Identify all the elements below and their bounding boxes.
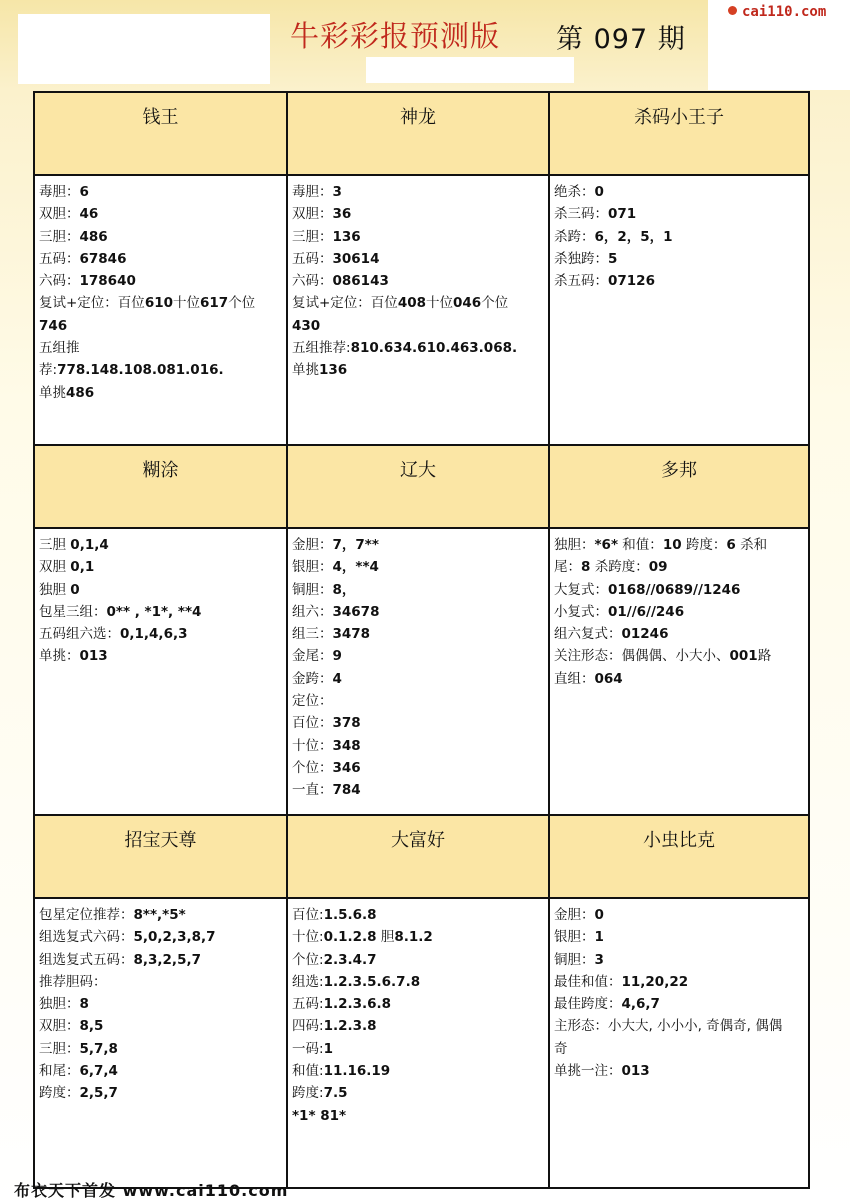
blank-panel-left bbox=[18, 14, 270, 84]
line-label: 一直： bbox=[292, 782, 333, 799]
line-label: 铜胆： bbox=[292, 581, 333, 598]
blank-panel-center bbox=[366, 57, 574, 83]
prediction-line bbox=[39, 382, 282, 404]
prediction-line bbox=[39, 315, 282, 337]
line-label: 复试+定位：百位 bbox=[292, 295, 398, 312]
prediction-line bbox=[292, 779, 544, 801]
line-value: 610 bbox=[144, 295, 173, 312]
line-value: 3 bbox=[332, 184, 342, 200]
prediction-line bbox=[39, 292, 282, 314]
line-label: 独胆： bbox=[554, 537, 595, 553]
line-value: 486 bbox=[66, 384, 95, 401]
prediction-line bbox=[39, 623, 282, 645]
line-value: 617 bbox=[200, 295, 229, 312]
prediction-line bbox=[292, 1060, 544, 1082]
prediction-line bbox=[39, 270, 282, 292]
prediction-line bbox=[39, 181, 282, 203]
line-value: 6 bbox=[79, 184, 89, 200]
line-value: 36 bbox=[332, 206, 352, 223]
line-label: 独胆 bbox=[39, 581, 71, 598]
prediction-line bbox=[39, 993, 282, 1015]
line-label: 十位 bbox=[426, 295, 453, 312]
line-value: 1.2.3.8 bbox=[323, 1018, 377, 1035]
line-value: 8 bbox=[79, 996, 89, 1013]
line-value: 5 bbox=[608, 250, 618, 267]
line-value: 136 bbox=[319, 362, 348, 379]
line-value: 8,3,2,5,7 bbox=[133, 951, 201, 968]
prediction-line bbox=[554, 534, 804, 556]
prediction-line bbox=[292, 292, 544, 314]
line-value: 3 bbox=[594, 951, 604, 968]
line-label: 杀跨： bbox=[554, 228, 595, 245]
prediction-line bbox=[554, 270, 804, 292]
line-label: 组六： bbox=[292, 603, 333, 620]
prediction-line bbox=[39, 601, 282, 623]
line-label: 三胆 bbox=[39, 537, 71, 553]
line-label: 单挑： bbox=[39, 648, 80, 665]
prediction-line bbox=[292, 1105, 544, 1127]
line-label: 荐: bbox=[39, 362, 58, 379]
prediction-line bbox=[39, 1082, 282, 1104]
line-value: 810.634.610.463.068. bbox=[350, 340, 518, 357]
line-value: 1 bbox=[323, 1040, 333, 1057]
prediction-line bbox=[554, 645, 804, 667]
line-value: 0** , *1*, **4 bbox=[106, 603, 202, 620]
prediction-line bbox=[292, 668, 544, 690]
line-label: 独胆： bbox=[39, 996, 80, 1013]
line-value: 5,0,2,3,8,7 bbox=[133, 929, 216, 946]
prediction-line bbox=[292, 337, 544, 359]
line-value: 408 bbox=[397, 295, 426, 312]
prediction-line bbox=[39, 203, 282, 225]
prediction-line bbox=[292, 1015, 544, 1037]
line-value: 7.5 bbox=[323, 1085, 348, 1102]
prediction-line bbox=[292, 248, 544, 270]
prediction-line bbox=[292, 949, 544, 971]
cell-header: 神龙 bbox=[288, 93, 550, 176]
line-label: 四码: bbox=[292, 1018, 324, 1035]
line-label: 路 bbox=[757, 648, 772, 665]
prediction-line bbox=[292, 690, 544, 712]
line-value: *6* bbox=[594, 537, 619, 553]
line-value: 0.1.2.8 bbox=[323, 929, 377, 946]
line-label: 个位 bbox=[228, 295, 256, 312]
prediction-line bbox=[554, 668, 804, 690]
prediction-line bbox=[39, 645, 282, 667]
line-value: 46 bbox=[79, 206, 99, 223]
line-label: 十位 bbox=[173, 295, 200, 312]
line-label: 组选复式五码： bbox=[39, 951, 134, 968]
prediction-line bbox=[292, 226, 544, 248]
line-value: 07126 bbox=[608, 273, 655, 290]
line-value: 11.16.19 bbox=[323, 1063, 391, 1080]
line-value: 2.3.4.7 bbox=[323, 951, 377, 968]
prediction-line bbox=[554, 949, 804, 971]
prediction-line bbox=[554, 926, 804, 948]
prediction-line bbox=[292, 1082, 544, 1104]
line-label: 胆 bbox=[376, 929, 395, 946]
prediction-line bbox=[554, 993, 804, 1015]
cell-body bbox=[35, 899, 288, 1189]
line-value: *1* 81* bbox=[292, 1107, 347, 1124]
line-value: 8,5 bbox=[79, 1018, 104, 1035]
line-label: 奇 bbox=[554, 1040, 568, 1057]
line-label: 组三： bbox=[292, 626, 333, 643]
line-label: 五组推荐: bbox=[292, 340, 351, 357]
line-label: 最佳跨度： bbox=[554, 996, 622, 1013]
line-label: 杀和 bbox=[735, 537, 768, 553]
line-value: 9 bbox=[332, 648, 342, 665]
line-label: 最佳和值： bbox=[554, 973, 622, 990]
line-value: 8， bbox=[332, 581, 356, 598]
line-value: 071 bbox=[608, 206, 637, 223]
line-value: 6 bbox=[726, 537, 736, 553]
prediction-line bbox=[39, 1015, 282, 1037]
cell-body bbox=[288, 529, 550, 816]
prediction-line bbox=[292, 556, 544, 578]
line-value: 784 bbox=[332, 782, 361, 799]
line-label: 金尾： bbox=[292, 648, 333, 665]
line-value: 0,1,4 bbox=[70, 537, 109, 553]
cell-body bbox=[550, 899, 810, 1189]
prediction-line bbox=[292, 534, 544, 556]
line-value: 486 bbox=[79, 228, 108, 245]
line-label: 五码： bbox=[39, 250, 80, 267]
prediction-line bbox=[292, 181, 544, 203]
line-label: 组六复式： bbox=[554, 626, 622, 643]
line-label: 尾： bbox=[554, 559, 581, 576]
line-value: 4 bbox=[332, 670, 342, 687]
page-title: 牛彩彩报预测版 bbox=[290, 19, 501, 53]
line-value: 8**,*5* bbox=[133, 907, 186, 923]
prediction-line bbox=[554, 601, 804, 623]
prediction-line bbox=[554, 579, 804, 601]
prediction-line bbox=[292, 712, 544, 734]
line-label: 毒胆： bbox=[39, 184, 80, 200]
prediction-line bbox=[292, 971, 544, 993]
prediction-line bbox=[292, 645, 544, 667]
line-value: 346 bbox=[332, 759, 361, 776]
line-value: 086143 bbox=[332, 273, 389, 290]
line-value: 67846 bbox=[79, 250, 127, 267]
cell-header: 招宝天尊 bbox=[35, 816, 288, 899]
line-label: 双胆： bbox=[292, 206, 333, 223]
cell-body bbox=[35, 529, 288, 816]
prediction-line bbox=[39, 337, 282, 359]
prediction-line bbox=[292, 270, 544, 292]
line-label: 直组： bbox=[554, 670, 595, 687]
prediction-line bbox=[554, 203, 804, 225]
prediction-line bbox=[292, 993, 544, 1015]
cell-header: 多邦 bbox=[550, 446, 810, 529]
cell-body bbox=[550, 176, 810, 446]
line-label: 和值： bbox=[618, 537, 663, 553]
line-label: 小复式： bbox=[554, 603, 608, 620]
line-label: 银胆： bbox=[292, 559, 333, 576]
line-label: 五码： bbox=[292, 250, 333, 267]
footer-source: 布衣天下首发 www.cai110.com bbox=[14, 1181, 289, 1200]
line-value: 136 bbox=[332, 228, 361, 245]
line-value: 7，7** bbox=[332, 537, 379, 553]
line-label: 组选复式六码： bbox=[39, 929, 134, 946]
prediction-line bbox=[39, 248, 282, 270]
site-url-top: cai110.com bbox=[742, 4, 827, 20]
prediction-line bbox=[554, 1015, 804, 1037]
prediction-line bbox=[292, 926, 544, 948]
line-value: 6,7,4 bbox=[79, 1063, 118, 1080]
line-value: 001 bbox=[729, 648, 758, 665]
line-label: 双胆： bbox=[39, 206, 80, 223]
cell-header: 糊涂 bbox=[35, 446, 288, 529]
prediction-line bbox=[292, 1038, 544, 1060]
line-label: 杀跨度： bbox=[590, 559, 649, 576]
line-label: 组选: bbox=[292, 973, 324, 990]
line-value: 4，**4 bbox=[332, 559, 379, 576]
line-label: 五码: bbox=[292, 996, 324, 1013]
prediction-line bbox=[39, 1038, 282, 1060]
prediction-line bbox=[554, 904, 804, 926]
line-value: 064 bbox=[594, 670, 623, 687]
line-value: 2,5,7 bbox=[79, 1085, 118, 1102]
line-value: 430 bbox=[292, 317, 321, 334]
prediction-line bbox=[292, 757, 544, 779]
line-value: 0,1,4,6,3 bbox=[120, 626, 188, 643]
line-value: 8 bbox=[581, 559, 591, 576]
line-value: 09 bbox=[648, 559, 668, 576]
prediction-line bbox=[292, 904, 544, 926]
line-label: 百位: bbox=[292, 907, 324, 923]
line-label: 五组推 bbox=[39, 340, 80, 357]
line-label: 个位: bbox=[292, 951, 324, 968]
prediction-line bbox=[39, 556, 282, 578]
line-value: 1 bbox=[594, 929, 604, 946]
cell-header: 辽大 bbox=[288, 446, 550, 529]
line-label: 双胆 bbox=[39, 559, 71, 576]
line-label: 关注形态：偶偶偶、小大小、 bbox=[554, 648, 730, 665]
line-label: 杀五码： bbox=[554, 273, 608, 290]
prediction-line bbox=[554, 1038, 804, 1060]
line-label: 个位： bbox=[292, 759, 333, 776]
line-label: 和值: bbox=[292, 1063, 324, 1080]
line-value: 046 bbox=[453, 295, 482, 312]
line-label: 单挑 bbox=[292, 362, 319, 379]
issue-number: 第 097 期 bbox=[556, 24, 686, 55]
line-label: 跨度: bbox=[292, 1085, 324, 1102]
line-label: 大复式： bbox=[554, 581, 608, 598]
line-label: 银胆： bbox=[554, 929, 595, 946]
line-label: 六码： bbox=[39, 273, 80, 290]
prediction-line bbox=[554, 971, 804, 993]
logo-dot-icon bbox=[728, 6, 737, 15]
line-value: 30614 bbox=[332, 250, 380, 267]
line-label: 复试+定位：百位 bbox=[39, 295, 145, 312]
cell-header: 杀码小王子 bbox=[550, 93, 810, 176]
line-label: 百位： bbox=[292, 715, 333, 732]
prediction-line bbox=[292, 315, 544, 337]
prediction-line bbox=[39, 949, 282, 971]
line-value: 5,7,8 bbox=[79, 1040, 118, 1057]
prediction-line bbox=[292, 601, 544, 623]
line-label: 五码组六选： bbox=[39, 626, 120, 643]
line-label: 定位： bbox=[292, 693, 333, 710]
line-label: 金跨： bbox=[292, 670, 333, 687]
prediction-line bbox=[292, 359, 544, 381]
prediction-line bbox=[554, 623, 804, 645]
prediction-line bbox=[292, 623, 544, 645]
line-value: 10 bbox=[662, 537, 682, 553]
line-value: 1.2.3.6.8 bbox=[323, 996, 392, 1013]
prediction-line bbox=[39, 904, 282, 926]
prediction-line bbox=[39, 534, 282, 556]
cell-body bbox=[288, 899, 550, 1189]
cell-header: 大富好 bbox=[288, 816, 550, 899]
prediction-line bbox=[292, 203, 544, 225]
line-label: 十位: bbox=[292, 929, 324, 946]
prediction-line bbox=[39, 926, 282, 948]
prediction-line bbox=[39, 359, 282, 381]
line-value: 34678 bbox=[332, 603, 380, 620]
prediction-grid bbox=[33, 91, 810, 1189]
line-value: 013 bbox=[621, 1063, 650, 1080]
line-value: 0168//0689//1246 bbox=[608, 581, 741, 598]
line-label: 金胆： bbox=[554, 907, 595, 923]
line-label: 杀三码： bbox=[554, 206, 608, 223]
line-value: 378 bbox=[332, 715, 361, 732]
prediction-line bbox=[39, 579, 282, 601]
line-label: 六码： bbox=[292, 273, 333, 290]
line-label: 单挑 bbox=[39, 384, 66, 401]
line-value: 0,1 bbox=[70, 559, 95, 576]
line-value: 8.1.2 bbox=[394, 929, 433, 946]
line-label: 包星三组： bbox=[39, 603, 107, 620]
line-value: 1.2.3.5.6.7.8 bbox=[323, 973, 421, 990]
line-label: 推荐胆码： bbox=[39, 973, 107, 990]
line-label: 三胆： bbox=[39, 1040, 80, 1057]
line-value: 1.5.6.8 bbox=[323, 907, 377, 923]
line-label: 十位： bbox=[292, 737, 333, 754]
line-value: 348 bbox=[332, 737, 361, 754]
cell-header: 小虫比克 bbox=[550, 816, 810, 899]
prediction-line bbox=[292, 735, 544, 757]
line-label: 毒胆： bbox=[292, 184, 333, 200]
line-label: 金胆： bbox=[292, 537, 333, 553]
line-label: 杀独跨： bbox=[554, 250, 608, 267]
line-label: 一码: bbox=[292, 1040, 324, 1057]
line-value: 6，2，5，1 bbox=[594, 228, 673, 245]
prediction-line bbox=[39, 971, 282, 993]
cell-body bbox=[288, 176, 550, 446]
line-label: 和尾： bbox=[39, 1063, 80, 1080]
line-value: 178640 bbox=[79, 273, 136, 290]
line-value: 013 bbox=[79, 648, 108, 665]
line-label: 个位 bbox=[481, 295, 509, 312]
prediction-line bbox=[554, 226, 804, 248]
line-label: 绝杀： bbox=[554, 184, 595, 200]
prediction-line bbox=[554, 248, 804, 270]
line-label: 跨度： bbox=[39, 1085, 80, 1102]
prediction-line bbox=[554, 556, 804, 578]
line-value: 0 bbox=[70, 581, 80, 598]
prediction-line bbox=[554, 181, 804, 203]
prediction-line bbox=[292, 579, 544, 601]
prediction-line bbox=[39, 1060, 282, 1082]
line-label: 三胆： bbox=[292, 228, 333, 245]
prediction-line bbox=[39, 226, 282, 248]
line-value: 11,20,22 bbox=[621, 973, 689, 990]
line-label: 主形态：小大大, 小小小, 奇偶奇, 偶偶 bbox=[554, 1018, 783, 1035]
line-label: 单挑一注： bbox=[554, 1063, 622, 1080]
line-value: 0 bbox=[594, 184, 604, 200]
line-value: 0 bbox=[594, 907, 604, 923]
line-value: 01246 bbox=[621, 626, 669, 643]
cell-header: 钱王 bbox=[35, 93, 288, 176]
line-label: 双胆： bbox=[39, 1018, 80, 1035]
line-value: 4,6,7 bbox=[621, 996, 660, 1013]
cell-body bbox=[35, 176, 288, 446]
line-label: 包星定位推荐： bbox=[39, 907, 134, 923]
cell-body bbox=[550, 529, 810, 816]
line-label: 铜胆： bbox=[554, 951, 595, 968]
line-value: 746 bbox=[39, 317, 68, 334]
line-value: 778.148.108.081.016. bbox=[57, 362, 224, 379]
line-value: 3478 bbox=[332, 626, 371, 643]
line-value: 01//6//246 bbox=[608, 603, 685, 620]
prediction-line bbox=[554, 1060, 804, 1082]
line-label: 三胆： bbox=[39, 228, 80, 245]
line-label: 跨度： bbox=[681, 537, 727, 553]
